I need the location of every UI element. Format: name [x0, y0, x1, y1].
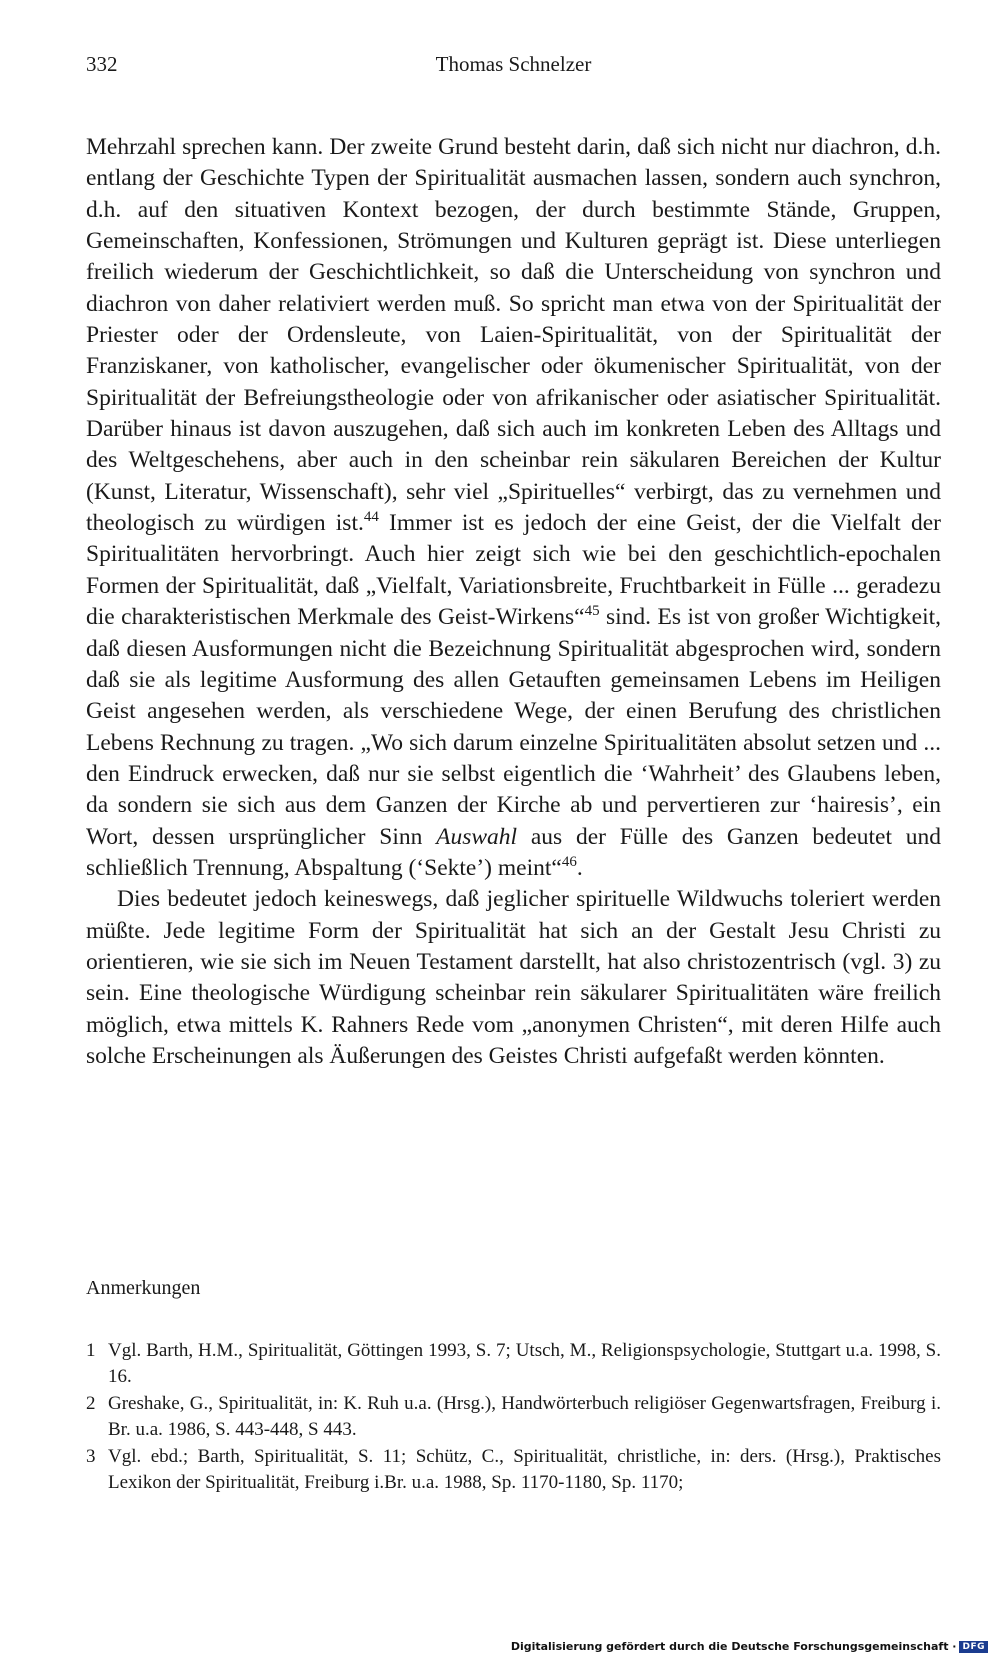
endnote-item	[86, 1444, 941, 1495]
dfg-logo: DFG	[959, 1641, 988, 1653]
endnote-number: 3	[86, 1446, 96, 1467]
paragraph-1	[86, 132, 941, 884]
footnote-ref-46: 46	[561, 853, 577, 870]
endnote-text: Vgl. Barth, H.M., Spiritualität, Göttingen 1993, S. 7; Utsch, M., Religionspsychologie, Stuttgart u.a. 1998, S. 16.	[108, 1340, 941, 1387]
endnote-number: 1	[86, 1340, 96, 1361]
footnote-ref-45: 45	[584, 603, 600, 620]
endnote-text: Greshake, G., Spiritualität, in: K. Ruh u.a. (Hrsg.), Handwörterbuch religiöser Gegenwartsfragen, Freiburg i. Br. u.a. 1986, S. 443-448, S 443.	[108, 1393, 941, 1440]
paragraph-1-part-a: Mehrzahl sprechen kann. Der zweite Grund besteht darin, daß sich nicht nur diachron, d.h. entlang der Geschichte Typen der Spiritualität ausmachen lassen, sondern auch synchron, d.h. auf den situativen Kontext bezogen, der durch bestimmte Stände, Gruppen, Gemeinschaften, Konfessionen, Strömungen und Kulturen geprägt ist. Diese unterliegen freilich wiederum der Geschichtlichkeit, so daß die Unterscheidung von synchron und diachron von daher relativiert werden muß. So spricht man etwa von der Spiritualität der Priester oder der Ordensleute, von Laien-Spiritualität, von der Spiritualität der Franziskaner, von katholischer, evangelischer oder ökumenischer Spiritualität, von der Spiritualität der Befreiungstheologie oder von afrikanischer oder asiatischer Spiritualität. Darüber hinaus ist davon auszugehen, daß sich auch im konkreten Leben des Alltags und des Weltgeschehens, aber auch in den scheinbar rein säkularen Bereichen der Kultur (Kunst, Literatur, Wissenschaft), sehr viel „Spirituelles“ verbirgt, das zu vernehmen und theologisch zu würdigen ist.	[86, 134, 941, 537]
paragraph-1-part-c: sind. Es ist von großer Wichtigkeit, daß diesen Ausformungen nicht die Bezeichnung Spiritualität abgesprochen wird, sondern daß sie als legitime Ausformung des allen Getauften gemeinsamen Lebens im Heiligen Geist angesehen werden, als verschiedene Wege, der einen Berufung des christlichen Lebens Rechnung zu tragen. „Wo sich darum einzelne Spiritualitäten absolut setzen und ... den Eindruck erwecken, daß nur sie selbst eigentlich die ‘Wahrheit’ des Glaubens leben, da sondern sie sich aus dem Ganzen der Kirche ab und pervertieren zur ‘hairesis’, ein Wort, dessen ursprünglicher Sinn	[86, 604, 942, 850]
running-head: Thomas Schnelzer	[435, 52, 592, 76]
endnotes	[86, 1338, 941, 1497]
page-header	[86, 52, 941, 82]
credit-text: Digitalisierung gefördert durch die Deutsche Forschungsgemeinschaft ·	[510, 1640, 957, 1653]
footnote-ref-44: 44	[363, 509, 379, 526]
digitization-credit	[511, 1640, 988, 1653]
paragraph-1-part-d: aus der Fülle des Ganzen bedeutet und schließlich Trennung, Abspaltung (‘Sekte’) meint“	[86, 823, 942, 881]
endnote-text: Vgl. ebd.; Barth, Spiritualität, S. 11; Schütz, C., Spiritualität, christliche, in: ders. (Hrsg.), Praktisches Lexikon der Spiritualität, Freiburg i.Br. u.a. 1988, Sp. 1170-1180, Sp. 1170;	[108, 1446, 941, 1493]
paragraph-2: Dies bedeutet jedoch keineswegs, daß jeglicher spirituelle Wildwuchs toleriert werden müßte. Jede legitime Form der Spiritualität hat sich an der Gestalt Jesu Christi zu orientieren, wie sie sich im Neuen Testament darstellt, hat also christozentrisch (vgl. 3) zu sein. Eine theologische Würdigung scheinbar rein säkularer Spiritualitäten wäre freilich möglich, etwa mittels K. Rahners Rede vom „anonymen Christen“, mit deren Hilfe auch solche Erscheinungen als Äußerungen des Geistes Christi aufgefaßt werden könnten.	[86, 886, 941, 1069]
paragraph-1-part-e: .	[576, 854, 583, 881]
endnote-number: 2	[86, 1393, 96, 1414]
body-text	[86, 132, 941, 1072]
italic-word: Auswahl	[436, 823, 518, 850]
endnote-item	[86, 1338, 941, 1389]
endnote-item	[86, 1391, 941, 1442]
notes-heading: Anmerkungen	[86, 1277, 201, 1299]
paragraph-1-part-b: Immer ist es jedoch der eine Geist, der die Vielfalt der Spiritualitäten hervorbringt. Auch hier zeigt sich wie bei den geschichtlich-epochalen Formen der Spiritualität, daß „Vielfalt, Variationsbreite, Fruchtbarkeit in Fülle ... geradezu die charakteristischen Merkmale des Geist-Wirkens“	[86, 510, 941, 631]
page-number: 332	[86, 52, 118, 76]
